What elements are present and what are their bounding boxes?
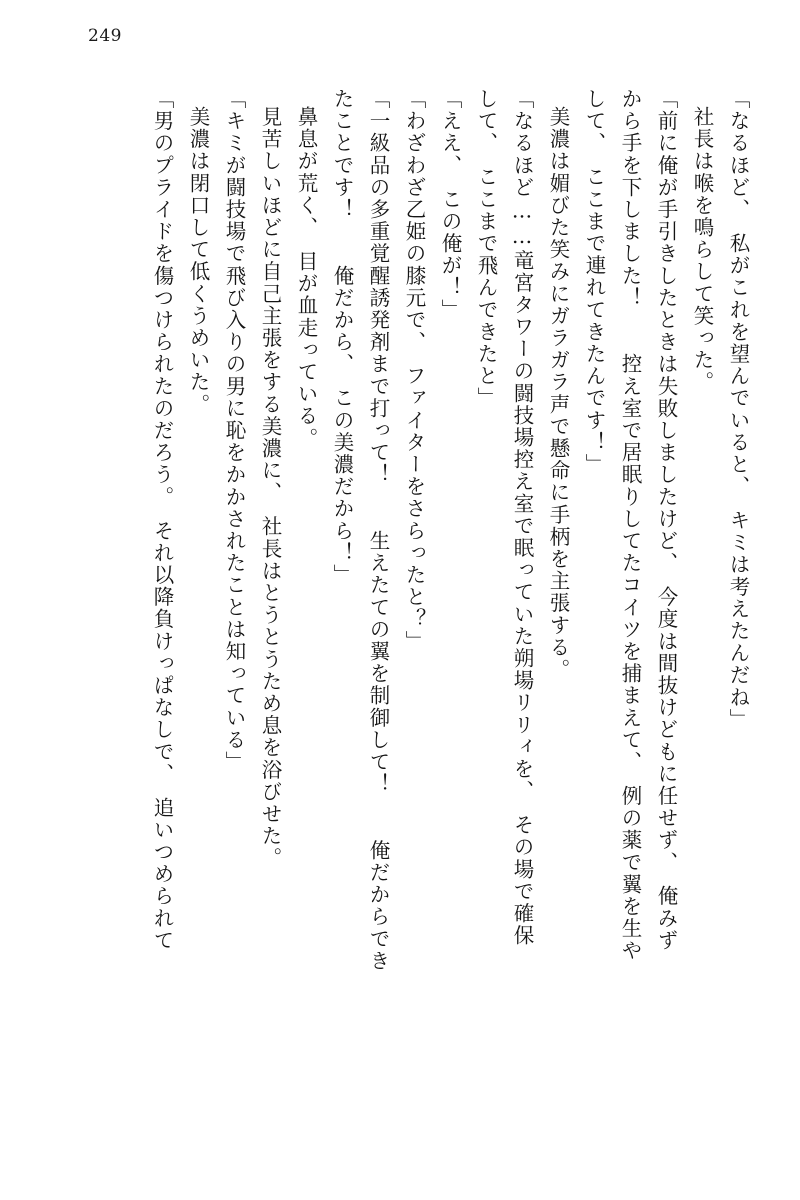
text-line: 「なるほど……竜宮タワーの闘技場控え室で眠っていた朔場リリィを、 その場で確保 xyxy=(510,88,534,947)
text-line: 「なるほど、 私がこれを望んでいると、 キミは考えたんだね」 xyxy=(726,88,750,731)
text-line: 鼻息が荒く、 目が血走っている。 xyxy=(294,106,318,450)
text-line: 「わざわざ乙姫の膝元で、 ファイターをさらったと？」 xyxy=(402,88,426,653)
text-line: 社長は喉を鳴らして笑った。 xyxy=(690,106,714,394)
text-line: 見苦しいほどに自己主張をする美濃に、 社長はとうとうため息を浴びせた。 xyxy=(258,106,282,870)
page-number: 249 xyxy=(88,26,122,46)
text-line: から手を下しました！ 控え室で居眠りしてたコイツを捕まえて、 例の薬で翼を生や xyxy=(618,88,642,962)
text-line: たことです！ 俺だから、 この美濃だから！」 xyxy=(330,88,354,587)
text-line: 「男のプライドを傷つけられたのだろう。 それ以降負けっぱなしで、 追いつめられて xyxy=(150,88,174,952)
text-line: 「キミが闘技場で飛び入りの男に恥をかかされたことは知っている」 xyxy=(222,88,246,774)
text-line: 「一級品の多重覚醒誘発剤まで打って！ 生えたての翼を制御して！ 俺だからでき xyxy=(366,88,390,972)
vertical-body-text xyxy=(40,88,748,1160)
text-line: 「前に俺が手引きしたときは失敗しましたけど、 今度は間抜けどもに任せず、 俺みず xyxy=(654,88,678,952)
text-line: 美濃は媚びた笑みにガラガラ声で懸命に手柄を主張する。 xyxy=(546,106,570,681)
text-line: して、 ここまで連れてきたんです！」 xyxy=(582,88,606,476)
text-line: 美濃は閉口して低くうめいた。 xyxy=(186,106,210,416)
text-line: して、 ここまで飛んできたと」 xyxy=(474,88,498,410)
text-line: 「ええ、 この俺が！」 xyxy=(438,88,462,321)
